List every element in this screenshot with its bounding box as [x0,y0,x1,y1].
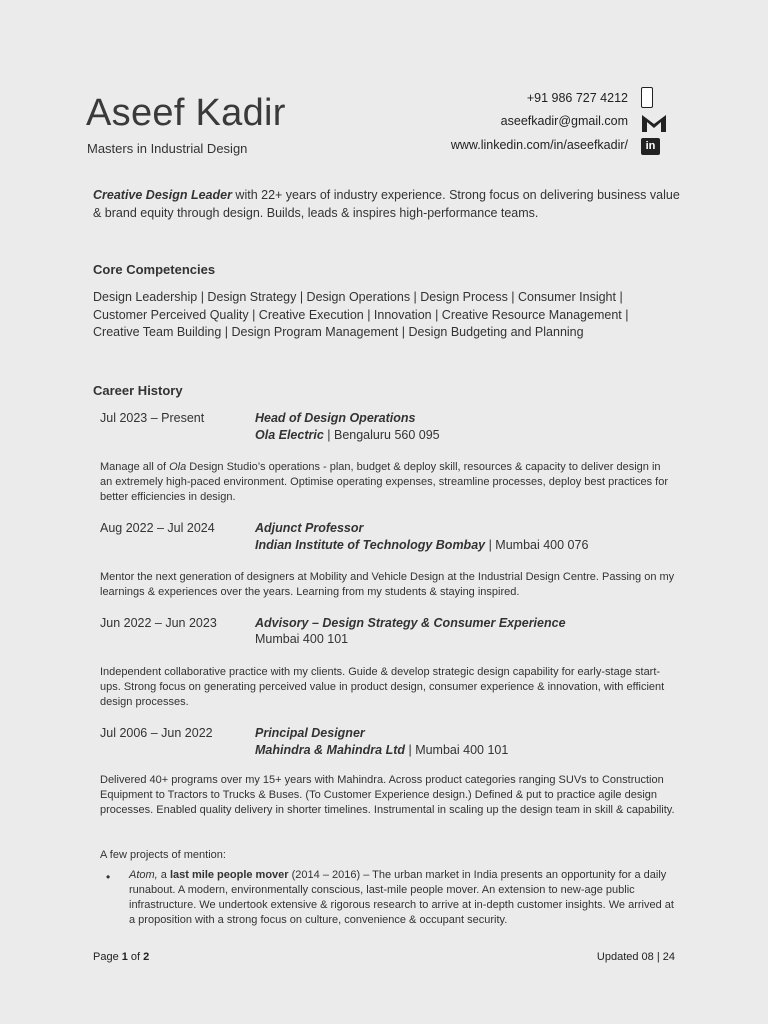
summary-text: with 22+ years of industry experience. Strong focus on delivering business value & brand equity through design. Builds, leads & inspires high-performance teams. [93,188,680,220]
resume-name: Aseef Kadir [86,92,286,134]
project-item [129,868,674,928]
job-desc-text: Design Studio’s operations - plan, budget & deploy skill, resources & capacity to deliver design in an extremely high-paced environment. Optimise operating expenses, streamline processes, deploy best practices for better efficiencies in design. [100,461,669,503]
project-text: a [157,869,170,881]
job-desc-text: Manage all of [100,461,170,473]
job-description: Delivered 40+ programs over my 15+ years with Mahindra. Across product categories ranging SUVs to Construction Equipment to Tractors to Trucks & Buses. (To Customer Experience design.) Defined & put to practice agile design processes. Enabled quality delivery in shorter timelines. Instrumental in scaling up the design team in skill & capability. [100,774,675,816]
job-role: Advisory – Design Strategy & Consumer Experience [255,616,566,630]
project-title: last mile people mover [169,869,289,881]
job-role: Head of Design Operations [255,411,416,425]
page-of: of [127,951,144,963]
job-dates: Jul 2023 – Present [100,411,205,425]
linkedin-url[interactable]: www.linkedin.com/in/aseefkadir/ [450,138,628,152]
job-role: Adjunct Professor [255,521,364,535]
page-number [93,951,149,963]
projects-intro: A few projects of mention: [100,849,226,861]
page-total: 2 [143,951,150,963]
job-location: Mumbai 400 101 [255,632,349,646]
job-description [100,460,675,505]
job-description: Independent collaborative practice with my clients. Guide & develop strategic design capability for early-stage start-ups. Strong focus on generating perceived value in product design, consumer experience & innovation, with efficient design processes. [100,666,665,708]
mail-icon [641,113,667,138]
job-location: | Bengaluru 560 095 [323,428,440,442]
job-role: Principal Designer [255,726,365,740]
job-dates: Jun 2022 – Jun 2023 [100,616,217,630]
job-org-name: Mahindra & Mahindra Ltd [255,743,405,757]
career-heading: Career History [93,383,183,398]
summary-lead: Creative Design Leader [93,188,232,202]
job-org-name: Ola Electric [255,428,324,442]
job-dates: Aug 2022 – Jul 2024 [100,521,215,535]
competencies-list: Design Leadership | Design Strategy | Design Operations | Design Process | Consumer Insight | Customer Perceived Quality | Creative Execution | Innovation | Creative Resource Management | Creative Team Building | Design Program Management | Design Budgeting and Planning [93,290,629,339]
job-org [255,743,508,757]
job-description: Mentor the next generation of designers at Mobility and Vehicle Design at the Industrial Design Centre. Passing on my learnings & experiences over the years. Learning from my students & staying inspired. [100,571,675,598]
phone-number[interactable]: +91 986 727 4212 [526,91,628,105]
job-location: | Mumbai 400 101 [405,743,509,757]
project-description: (2014 – 2016) – The urban market in India presents an opportunity for a daily runabout. A modern, environmentally conscious, last-mile people mover. An extension to new-age public infrastructure. We undertook extensive & rigorous research to arrive at in-depth customer insights. We arrived at a proposition with a strong focus on culture, convenience & occupant security. [129,869,674,926]
job-location: | Mumbai 400 076 [485,538,589,552]
email-address[interactable]: aseefkadir@gmail.com [500,114,628,128]
updated-date: Updated 08 | 24 [596,951,675,963]
job-org-name: Indian Institute of Technology Bombay [255,538,486,552]
summary-paragraph [93,186,683,222]
project-name: Atom, [129,869,158,881]
competencies-heading: Core Competencies [93,262,216,277]
linkedin-icon: in [641,138,660,155]
page-current: 1 [121,951,128,963]
job-org [255,428,440,442]
resume-subtitle: Masters in Industrial Design [87,141,248,156]
phone-icon [641,87,653,108]
job-dates: Jul 2006 – Jun 2022 [100,726,213,740]
bullet-icon: • [106,870,111,884]
job-desc-emphasis: Ola [169,461,187,473]
job-org [255,538,588,552]
page-prefix: Page [93,951,122,963]
